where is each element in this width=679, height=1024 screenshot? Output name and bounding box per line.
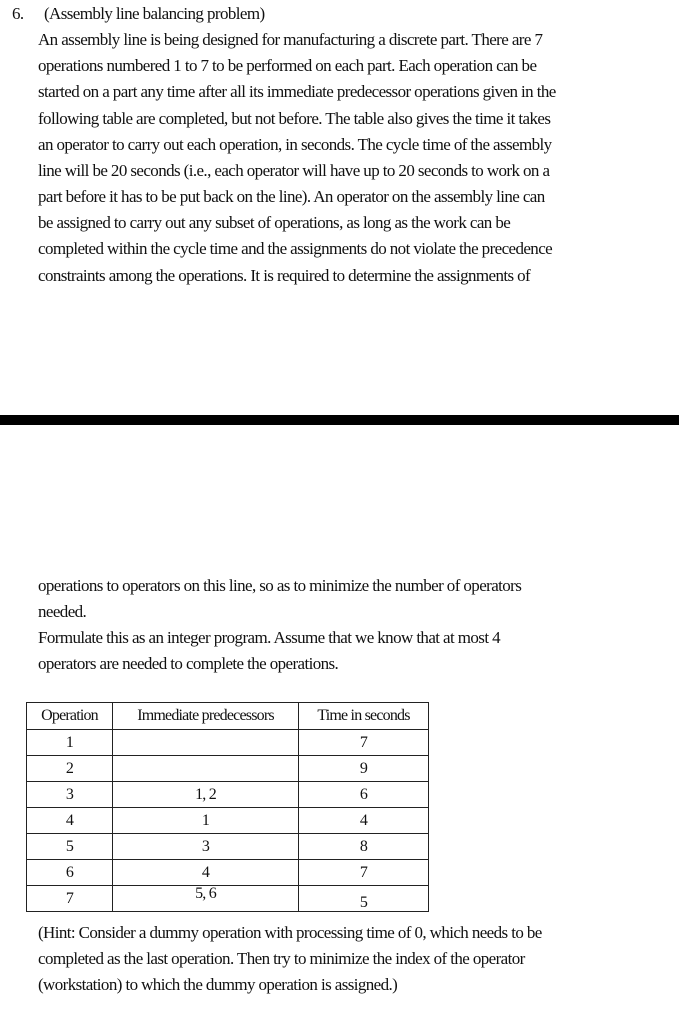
table-row [27, 756, 429, 782]
cell-operation: 6 [27, 860, 113, 886]
cell-predecessors: 3 [113, 834, 299, 860]
text-line: Formulate this as an integer program. Assume that we know that at most 4 [38, 628, 500, 647]
table-row [27, 860, 429, 886]
operations-table [26, 702, 429, 912]
cell-time: 8 [299, 834, 429, 860]
text-line: operations to operators on this line, so as to minimize the number of operators [38, 576, 522, 595]
table-row [27, 730, 429, 756]
cell-operation: 3 [27, 782, 113, 808]
cell-predecessors: 1 [113, 808, 299, 834]
text-line: operators are needed to complete the operations. [38, 654, 339, 673]
cell-predecessors: 5, 6 [113, 886, 299, 912]
cell-predecessors: 4 [113, 860, 299, 886]
problem-title: (Assembly line balancing problem) [44, 4, 265, 23]
cell-predecessors [113, 730, 299, 756]
header-operation: Operation [27, 703, 113, 730]
cell-predecessors [113, 756, 299, 782]
problem-number: 6. [12, 4, 24, 23]
text-line: part before it has to be put back on the line). An operator on the assembly line can [38, 187, 545, 206]
text-line: constraints among the operations. It is required to determine the assignments of [38, 266, 531, 285]
cell-time: 5 [299, 886, 429, 912]
cell-time: 7 [299, 860, 429, 886]
header-predecessors: Immediate predecessors [113, 703, 299, 730]
text-line: An assembly line is being designed for manufacturing a discrete part. There are 7 [38, 30, 543, 49]
table-row [27, 886, 429, 912]
cell-time: 6 [299, 782, 429, 808]
cell-time: 4 [299, 808, 429, 834]
cell-operation: 4 [27, 808, 113, 834]
table-row [27, 834, 429, 860]
text-line: operations numbered 1 to 7 to be performed on each part. Each operation can be [38, 56, 537, 75]
text-line: started on a part any time after all its immediate predecessor operations given in the [38, 82, 556, 101]
text-line: completed within the cycle time and the assignments do not violate the precedence [38, 239, 553, 258]
cell-predecessors: 1, 2 [113, 782, 299, 808]
header-time: Time in seconds [299, 703, 429, 730]
cell-time: 7 [299, 730, 429, 756]
table-row [27, 782, 429, 808]
table-row [27, 808, 429, 834]
hint-line: (Hint: Consider a dummy operation with processing time of 0, which needs to be [38, 923, 542, 942]
cell-operation: 5 [27, 834, 113, 860]
cell-operation: 2 [27, 756, 113, 782]
hint-line: completed as the last operation. Then try to minimize the index of the operator [38, 949, 525, 968]
cell-operation: 1 [27, 730, 113, 756]
cell-operation: 7 [27, 886, 113, 912]
table-header-row [27, 703, 429, 730]
cell-time: 9 [299, 756, 429, 782]
text-line: following table are completed, but not before. The table also gives the time it takes [38, 109, 551, 128]
text-line: needed. [38, 602, 87, 621]
hint-line: (workstation) to which the dummy operation is assigned.) [38, 975, 398, 994]
text-line: line will be 20 seconds (i.e., each operator will have up to 20 seconds to work on a [38, 161, 550, 180]
page-divider [0, 415, 679, 425]
text-line: be assigned to carry out any subset of operations, as long as the work can be [38, 213, 511, 232]
text-line: an operator to carry out each operation, in seconds. The cycle time of the assembly [38, 135, 552, 154]
